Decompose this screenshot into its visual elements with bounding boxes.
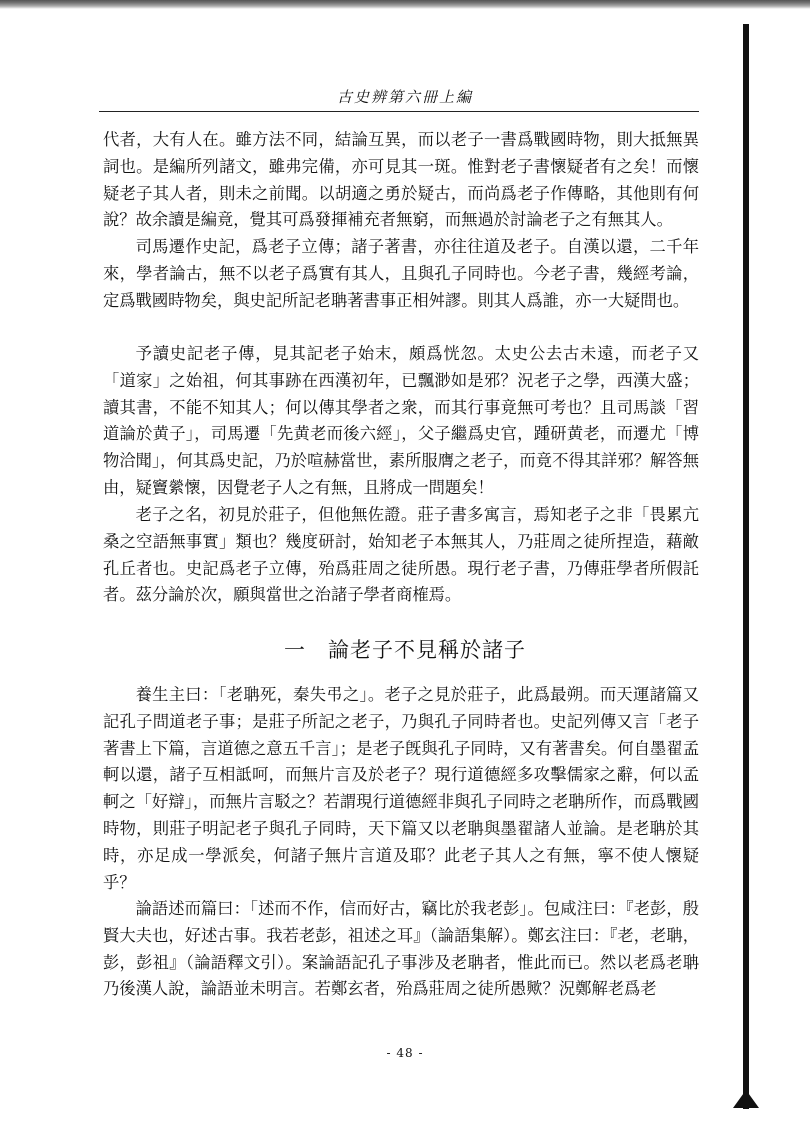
page-number: - 48 - [386, 1046, 424, 1060]
section-paragraph-1: 養生主曰：「老聃死，秦失弔之」。老子之見於莊子，此爲最朔。而天運諸篇又記孔子問道老子事；是莊子所記之老子，乃與孔子同時者也。史記列傳又言「老子著書上下篇，言道德之意五千言」；是老子旣與孔子同時，又有著書矣。何自墨翟孟軻以還，諸子互相詆呵，而無片言及於老子？現行道德經多攻擊儒家之辭，何以孟軻之「好辯」，而無片言駁之？若謂現行道德經非與孔子同時之老聃所作，而爲戰國時物，則莊子明記老子與孔子同時，天下篇又以老聃與墨翟諸人並論。是老聃於其時，亦足成一學派矣，何諸子無片言道及耶？此老子其人之有無，寧不使人懷疑乎？ [103, 685, 699, 892]
running-header: 古史辨第六冊上編 [336, 88, 473, 106]
binding-edge-tip [733, 1090, 759, 1108]
top-scan-border [0, 0, 810, 9]
header-rule [99, 111, 699, 112]
section-heading: 一 論老子不見稱於諸子 [284, 638, 526, 662]
binding-edge-bar [743, 24, 749, 1109]
section-paragraph-2: 論語述而篇曰：「述而不作，信而好古，竊比於我老彭」。包咸注曰：『老彭，殷賢大夫也，好述古事。我若老彭，祖述之耳』（論語集解）。鄭玄注曰：『老，老聃，彭，彭祖』（論語釋文引）。案論語記孔子事涉及老聃者，惟此而已。然以老爲老聃乃後漢人說，論語並未明言。若鄭玄者，殆爲莊周之徒所愚歟？況鄭解老爲老 [103, 899, 699, 999]
body-paragraph-1: 代者，大有人在。雖方法不同，結論互異，而以老子一書爲戰國時物，則大抵無異詞也。是編所列諸文，雖弗完備，亦可見其一斑。惟對老子書懷疑者有之矣！而懷疑老子其人者，則未之前聞。以胡適之勇於疑古，而尚爲老子作傳略，其他則有何說？故余讀是編竟，覺其可爲發揮補充者無窮，而無過於討論老子之有無其人。 [103, 130, 699, 230]
body-paragraph-3: 予讀史記老子傳，見其記老子始末，頗爲恍忽。太史公去古未遠，而老子又「道家」之始祖，何其事跡在西漢初年，已飄渺如是邪？況老子之學，西漢大盛；讀其書，不能不知其人；何以傳其學者之衆，而其行事竟無可考也？且司馬談「習道論於黄子」，司馬遷「先黄老而後六經」，父子繼爲史官，踵研黄老，而遷尤「博物洽聞」，何其爲史記，乃於喧赫當世，素所服膺之老子，而竟不得其詳邪？解答無由，疑竇縈懷，因覺老子人之有無，且將成一問題矣！ [103, 344, 699, 497]
body-paragraph-2: 司馬遷作史記，爲老子立傳；諸子著書，亦往往道及老子。自漢以還，二千年來，學者論古，無不以老子爲實有其人，且與孔子同時也。今老子書，幾經考論，定爲戰國時物矣，與史記所記老聃著書事正相舛謬。則其人爲誰，亦一大疑問也。 [103, 237, 699, 310]
body-paragraph-4: 老子之名，初見於莊子，但他無佐證。莊子書多寓言，焉知老子之非「畏累亢桑之空語無事實」類也？幾度研討，始知老子本無其人，乃莊周之徒所捏造，藉敵孔丘者也。史記爲老子立傳，殆爲莊周之徒所愚。現行老子書，乃傳莊學者所假託者。茲分論於次，願與當世之治諸子學者商榷焉。 [103, 505, 699, 605]
